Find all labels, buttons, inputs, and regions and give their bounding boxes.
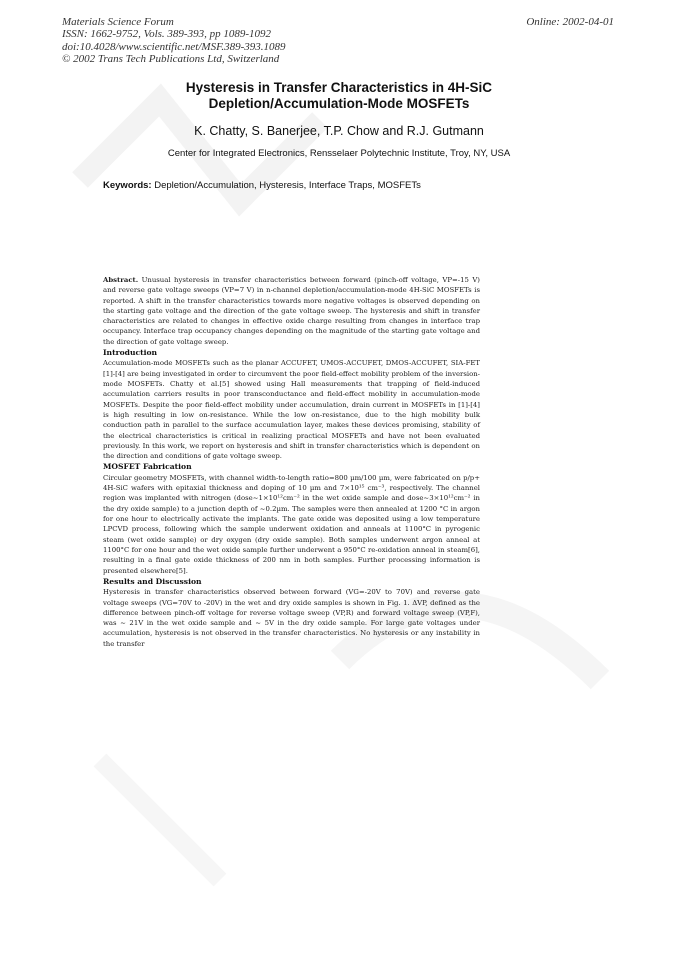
paper-title — [0, 80, 678, 111]
abstract-text: Unusual hysteresis in transfer characteristics between forward (pinch-off voltage, VP=-15 V) and reverse gate voltage sweeps (VP=7 V) in n-channel depletion/accumulation-mode 4H-SiC MOSFETs is reported. A shift in the transfer characteristics towards more negative voltages is observed depending on the starting gate voltage and the direction of the gate voltage sweep. The hysteresis and shift in transfer characteristics are related to changes in effective oxide charge resulting from changes in interface trap occupancy. Interface trap occupancy changes depending on the magnitude of the starting gate voltage and the direction of gate voltage sweep. — [103, 276, 480, 346]
keywords-label: Keywords: — [103, 180, 152, 191]
section-heading-results: Results and Discussion — [103, 576, 202, 586]
issn-line: ISSN: 1662-9752, Vols. 389-393, pp 1089-1092 — [62, 28, 271, 41]
authors: K. Chatty, S. Banerjee, T.P. Chow and R.J. Gutmann — [194, 124, 484, 138]
doi-line: doi:10.4028/www.scientific.net/MSF.389-393.1089 — [62, 40, 286, 53]
affiliation: Center for Integrated Electronics, Rensselaer Polytechnic Institute, Troy, NY, USA — [167, 148, 511, 159]
section-text-fabrication: Circular geometry MOSFETs, with channel width-to-length ratio=800 µm/100 µm, were fabricated on p/p+ 4H-SiC wafers with epitaxial thickness and doping of 10 µm and 7×10¹⁵ cm⁻³, respectively. The channel region was implanted with nitrogen (dose~1×10¹²cm⁻² in the wet oxide sample and dose~3×10¹²cm⁻² in the dry oxide sample) to a junction depth of ~0.2µm. The samples were then annealed at 1200 °C in argon for one hour to electrically activate the implants. The gate oxide was deposited using a low temperature LPCVD process, following which the sample underwent oxidation and anneals at 1100°C in pyrogenic steam (wet oxide sample) or dry oxygen (dry oxide sample). Both samples underwent argon anneal at 1100°C for one hour and the wet oxide sample further underwent a 950°C re-oxidation anneal in steam[6], resulting in a final gate oxide thickness of 200 nm in both samples. Further processing information is presented elsewhere[5]. — [103, 473, 480, 575]
keywords — [103, 180, 421, 191]
section-text-introduction: Accumulation-mode MOSFETs such as the planar ACCUFET, UMOS-ACCUFET, DMOS-ACCUFET, SIA-FET [1]-[4] are being investigated in order to circumvent the poor field-effect mobility problem of the inversion-mode MOSFETs. Chatty et al.[5] showed using Hall measurements that trapping of field-induced accumulation carriers results in poor transconductance and field-effect mobility in accumulation-mode MOSFETs. Despite the poor field-effect mobility under accumulation, drain current in MOSFETs in [1]-[4] is high resulting in low on-resistance. While the low on-resistance, due to the high mobility bulk conduction path in parallel to the surface accumulation layer, makes these devices promising, stability of the electrical characteristics is critical in realizing practical MOSFETs and have not been evaluated previously. In this work, we report on hysteresis and shift in transfer characteristics which is dependent on the direction and conditions of gate voltage sweep. — [103, 359, 480, 461]
section-heading-fabrication: MOSFET Fabrication — [103, 462, 192, 472]
abstract — [103, 275, 480, 347]
title-line-1: Hysteresis in Transfer Characteristics in 4H-SiC — [185, 80, 493, 95]
journal-name: Materials Science Forum — [62, 16, 174, 28]
abstract-label: Abstract. — [103, 276, 139, 284]
section-heading-introduction: Introduction — [103, 348, 158, 358]
journal-meta — [62, 16, 286, 66]
online-date: Online: 2002-04-01 — [526, 16, 614, 28]
paper-body — [103, 275, 480, 649]
section-text-results: Hysteresis in transfer characteristics observed between forward (VG=-20V to 70V) and reverse gate voltage sweeps (VG=70V to -20V) in the wet and dry oxide samples is shown in Fig. 1. ΔVP, defined as the difference between pinch-off voltage for reverse voltage sweep (VP,R) and forward voltage sweep (VP,F), was ~ 21V in the wet oxide sample and ~ 5V in the dry oxide sample. For large gate voltages under accumulation, hysteresis is not observed in the transfer characteristics. No hysteresis or any instability in the transfer — [103, 588, 480, 648]
keywords-list: Depletion/Accumulation, Hysteresis, Interface Traps, MOSFETs — [154, 180, 421, 191]
title-line-2: Depletion/Accumulation-Mode MOSFETs — [208, 95, 470, 111]
copyright-line: © 2002 Trans Tech Publications Ltd, Switzerland — [62, 53, 280, 66]
